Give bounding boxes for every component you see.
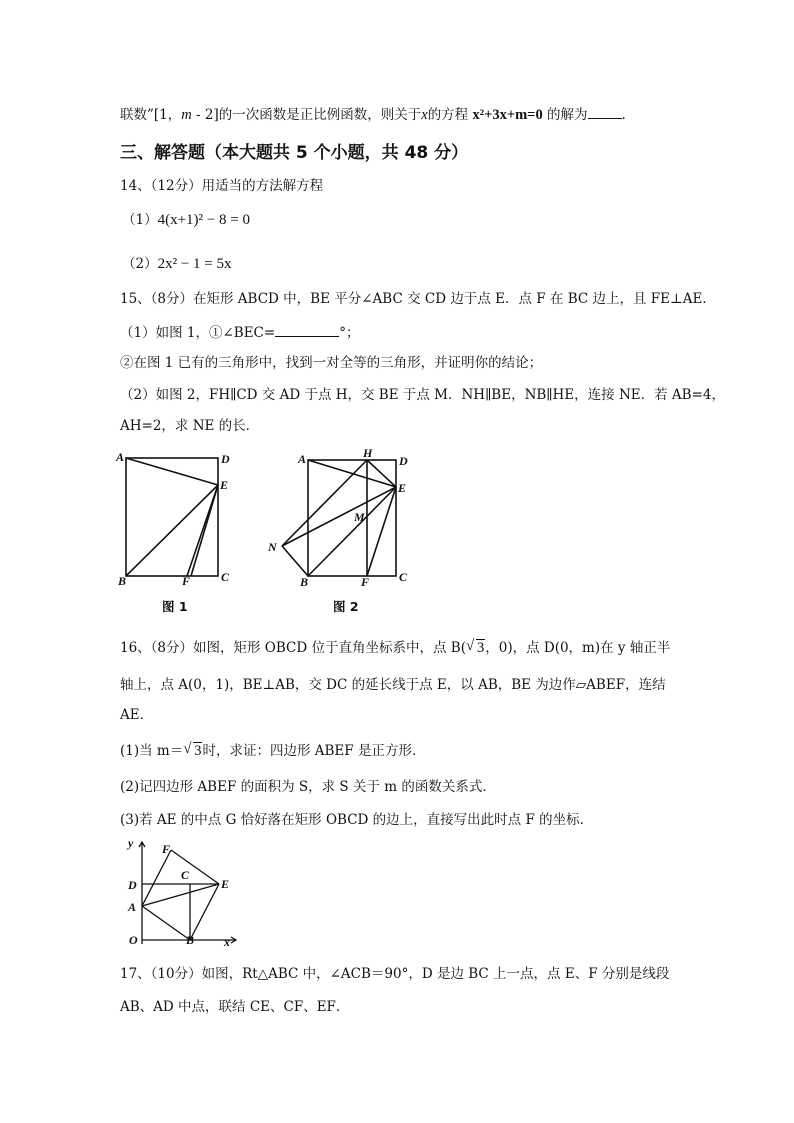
q16-part2: (2)记四边形 ABEF 的面积为 S，求 S 关于 m 的函数关系式． xyxy=(120,779,496,795)
q16-fig-label: E xyxy=(221,877,230,891)
q15-part1a-text: （1）如图 1，①∠BEC= xyxy=(120,325,276,341)
fig2-label: H xyxy=(363,446,373,460)
fig2-rectangle xyxy=(308,460,396,576)
q15-part1a xyxy=(120,322,359,343)
fig1-label: E xyxy=(220,478,229,492)
sqrt-radicand: 3 xyxy=(476,640,485,656)
q15-part1b: ②在图 1 已有的三角形中，找到一对全等的三角形，并证明你的结论； xyxy=(120,355,543,371)
q14-part2 xyxy=(122,254,232,274)
q16-line1 xyxy=(120,638,670,658)
q16-fig-label: A xyxy=(128,900,137,914)
fig1-label: D xyxy=(221,452,230,466)
q16-fig-label: O xyxy=(129,933,138,947)
fig2-segment-be xyxy=(308,487,396,576)
intro-line xyxy=(120,104,626,125)
q14-part1-label: （1） xyxy=(122,212,158,228)
q16-part1-text-a: (1)当 m＝ xyxy=(120,743,184,759)
fig1-label: F xyxy=(182,574,191,588)
intro-text-5: . xyxy=(621,107,626,123)
q16-coordinate-figure xyxy=(120,836,245,952)
fig2-label: M xyxy=(354,510,365,524)
intro-var-x: x xyxy=(421,107,428,123)
q17-line1: 17、（10分）如图，Rt△ABC 中，∠ACB＝90°，D 是边 BC 上一点，点 E、F 分别是线段 xyxy=(120,966,670,982)
q16-part1-text-b: 时，求证：四边形 ABEF 是正方形． xyxy=(202,743,426,759)
answer-blank-13[interactable] xyxy=(588,104,622,119)
intro-var-m: m xyxy=(181,107,192,123)
q16-line1-text-b: ，0)，点 D(0，m)在 y 轴正半 xyxy=(485,640,671,656)
q14-part2-label: （2） xyxy=(122,256,158,272)
figure-1-caption: 图 1 xyxy=(162,599,188,614)
fig2-label: N xyxy=(268,540,277,554)
fig2-label: D xyxy=(399,454,408,468)
fig1-label: B xyxy=(118,574,127,588)
q16-fig-label: F xyxy=(162,842,171,856)
q14-part1 xyxy=(122,210,250,230)
q16-fig-label: C xyxy=(181,868,190,882)
q15-part2-line1: （2）如图 2，FH∥CD 交 AD 于点 H，交 BE 于点 M．NH∥BE，NB∥HE，连接 NE．若 AB=4， xyxy=(120,387,725,403)
q16-part1 xyxy=(120,741,425,761)
figure-2 xyxy=(262,446,422,588)
q16-line2: 轴上，点 A(0，1)，BE⊥AB，交 DC 的延长线于点 E，以 AB，BE 为边作▱ABEF，连结 xyxy=(120,677,666,693)
fig2-label: C xyxy=(399,570,408,584)
q16-fig-label: x xyxy=(224,935,230,949)
q16-segment-be xyxy=(190,884,219,940)
fig2-label: A xyxy=(298,452,307,466)
intro-equation: x²+3x+m=0 xyxy=(472,107,543,123)
q16-fig-label: y xyxy=(128,836,134,850)
q14-stem: 14、（12分）用适当的方法解方程 xyxy=(120,178,324,194)
fig2-segment-nb xyxy=(282,546,308,576)
q17-line2: AB、AD 中点，联结 CE、CF、EF． xyxy=(120,999,350,1015)
q14-part2-equation: 2x² − 1 = 5x xyxy=(157,256,232,272)
figure-2-caption: 图 2 xyxy=(333,599,359,614)
q14-part1-equation: 4(x+1)² − 8 = 0 xyxy=(157,212,250,228)
q16-part3: (3)若 AE 的中点 G 恰好落在矩形 OBCD 的边上，直接写出此时点 F 的坐标． xyxy=(120,812,594,828)
fig2-segment-ae xyxy=(308,460,396,487)
q16-segment-ae xyxy=(142,884,219,906)
sqrt-radicand: 3 xyxy=(194,743,202,759)
q16-line1-text-a: 16、（8分）如图，矩形 OBCD 位于直角坐标系中，点 B( xyxy=(120,640,466,656)
intro-text-1: 联数”[1， xyxy=(120,107,182,123)
figure-1 xyxy=(112,448,242,588)
intro-text-3: 的方程 xyxy=(427,107,469,123)
q15-part1a-end: °； xyxy=(339,325,360,341)
intro-text-4: 的解为 xyxy=(547,107,588,123)
fig2-label: F xyxy=(361,575,370,588)
fig1-rectangle xyxy=(126,458,218,576)
q16-fig-label: B xyxy=(186,933,195,947)
fig2-segment-nh xyxy=(282,460,367,546)
q15-stem: 15、（8分）在矩形 ABCD 中，BE 平分∠ABC 交 CD 边于点 E．点 F 在 BC 边上，且 FE⊥AE． xyxy=(120,291,716,307)
q16-segment-ef xyxy=(171,850,219,884)
fig1-label: A xyxy=(116,450,125,464)
q16-line3: AE． xyxy=(120,707,154,723)
sqrt-3 xyxy=(467,638,485,658)
q16-fig-label: D xyxy=(128,878,137,892)
fig2-label: B xyxy=(300,575,309,588)
sqrt-3 xyxy=(184,741,202,761)
q16-segment-fa xyxy=(142,850,171,906)
answer-blank-bec[interactable] xyxy=(275,322,339,337)
fig2-label: E xyxy=(398,481,407,495)
fig1-segment-ae xyxy=(126,458,218,485)
intro-text-2: - 2]的一次函数是正比例函数，则关于 xyxy=(191,107,422,123)
q16-segment-ab xyxy=(142,906,190,940)
q15-part2-line2: AH=2，求 NE 的长． xyxy=(120,418,260,434)
fig1-label: C xyxy=(221,570,230,584)
section-heading: 三、解答题（本大题共 5 个小题，共 48 分） xyxy=(120,143,469,163)
